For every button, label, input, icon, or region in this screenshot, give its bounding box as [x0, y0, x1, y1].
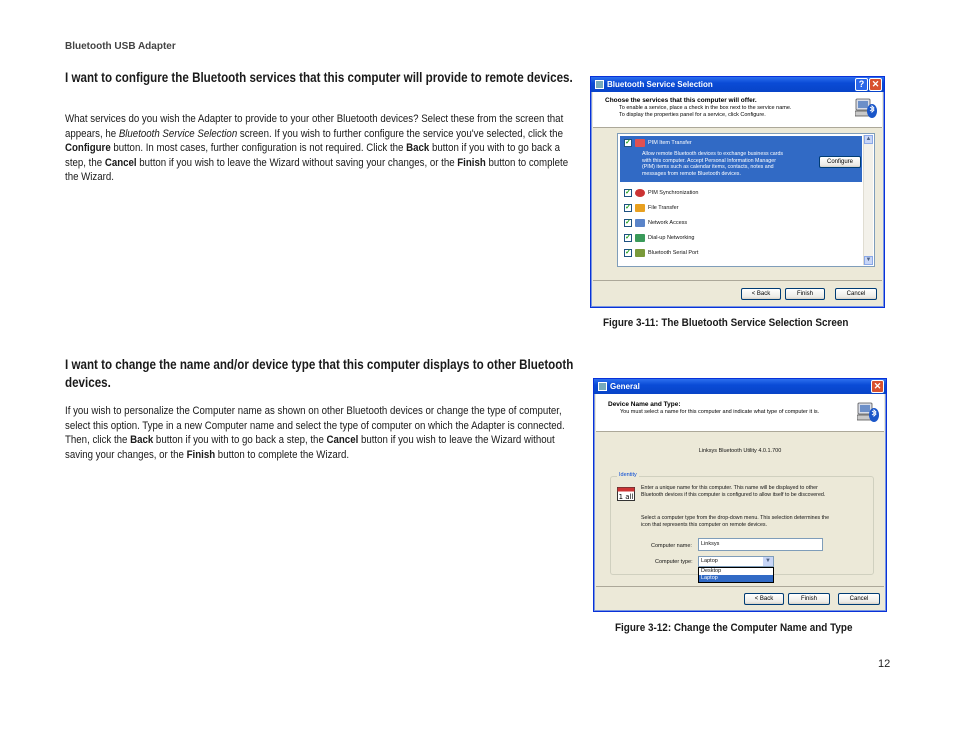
finish-button[interactable]: Finish	[788, 593, 830, 605]
service-list[interactable]	[617, 133, 875, 267]
service-name: File Transfer	[648, 205, 679, 211]
serial-port-icon	[635, 249, 645, 257]
identity-instructions-type: Select a computer type from the drop-down menu. This selection determines the icon that represents this computer on remote devices.	[641, 515, 830, 528]
wizard-header-title: Device Name and Type:	[608, 401, 681, 408]
general-window	[593, 378, 887, 612]
scroll-down-icon[interactable]: ▼	[865, 257, 872, 263]
service-checkbox[interactable]: ✓	[625, 219, 631, 226]
section1-paragraph: What services do you wish the Adapter to provide to your other Bluetooth devices? Select these from the screen that appears, he Bluetooth Service Selection screen. If you wish to further configure the service you've selected, click the Configure button. In most cases, further configuration is not required. Click the Back button if you with to go back a step, the Cancel button if you wish to leave the Wizard without saving your changes, or the Finish button to complete the Wizard.	[65, 113, 569, 183]
wizard-header-line1: To enable a service, place a check in the box next to the service name.	[619, 105, 792, 111]
service-row[interactable]	[620, 186, 862, 200]
dropdown-option-desktop[interactable]: Desktop	[701, 568, 722, 574]
dialup-icon	[635, 234, 645, 242]
section1-heading: I want to configure the Bluetooth services that this computer will provide to remote devices.	[65, 70, 573, 85]
file-transfer-icon	[635, 204, 645, 212]
computer-type-dropdown[interactable]	[698, 567, 774, 583]
back-button[interactable]: < Back	[741, 288, 781, 300]
bluetooth-window-icon	[595, 80, 604, 89]
identity-group-label: Identity	[619, 472, 637, 478]
figure1-caption: Figure 3-11: The Bluetooth Service Selection Screen	[603, 317, 849, 329]
service-row-selected[interactable]	[620, 136, 862, 182]
service-name: PIM Synchronization	[648, 190, 699, 196]
identity-group	[610, 472, 874, 581]
computer-name-input[interactable]: Linksys	[698, 538, 823, 551]
cancel-button[interactable]: Cancel	[835, 288, 877, 300]
dropdown-option-laptop[interactable]: Laptop	[699, 575, 773, 582]
computer-type-label: Computer type:	[655, 559, 693, 565]
close-button[interactable]: ✕	[869, 78, 882, 91]
help-button[interactable]: ?	[855, 78, 868, 91]
wizard-header	[593, 92, 882, 128]
bluetooth-computer-icon	[855, 96, 877, 120]
finish-button[interactable]: Finish	[785, 288, 825, 300]
figure2-caption: Figure 3-12: Change the Computer Name and Type	[615, 622, 853, 634]
service-selection-window	[590, 76, 885, 308]
window-titlebar	[591, 77, 884, 92]
service-checkbox[interactable]: ✓	[625, 189, 631, 196]
window-title: General	[610, 382, 640, 391]
wizard-header	[596, 394, 884, 432]
service-checkbox[interactable]: ✓	[625, 234, 631, 241]
computer-type-value: Laptop	[701, 558, 718, 564]
utility-version: Linksys Bluetooth Utility 4.0.1.700	[698, 448, 782, 454]
id-card-icon	[617, 487, 635, 501]
bluetooth-computer-icon	[857, 400, 879, 424]
service-checkbox[interactable]: ✓	[625, 204, 631, 211]
section2-heading-line2: devices.	[65, 375, 111, 390]
chevron-down-icon[interactable]: ▼	[763, 557, 773, 566]
service-name: PIM Item Transfer	[648, 140, 692, 146]
service-row[interactable]	[620, 246, 862, 260]
wizard-header-line2: To display the properties panel for a service, click Configure.	[619, 112, 766, 118]
service-description: Allow remote Bluetooth devices to exchange business cards with this computer. Accept Personal Information Manager (PIM) items such as calendar items, contacts, notes and messages from remote Bluetooth devices.	[642, 151, 784, 177]
configure-button[interactable]: Configure	[819, 156, 861, 168]
service-checkbox[interactable]: ✓	[625, 139, 631, 146]
close-button[interactable]: ✕	[871, 380, 884, 393]
computer-type-select[interactable]	[698, 556, 774, 567]
service-name: Network Access	[648, 220, 688, 226]
window-title: Bluetooth Service Selection	[607, 80, 713, 89]
wizard-header-title: Choose the services that this computer will offer.	[605, 97, 757, 104]
service-row[interactable]	[620, 201, 862, 215]
bluetooth-window-icon	[598, 382, 607, 391]
computer-name-label: Computer name:	[651, 543, 692, 549]
service-list-scrollbar[interactable]	[863, 135, 873, 265]
service-row[interactable]	[620, 231, 862, 245]
scroll-up-icon[interactable]: ▲	[865, 136, 872, 142]
section2-heading-line1: I want to change the name and/or device type that this computer displays to other Bluetooth	[65, 357, 574, 372]
pim-transfer-icon	[635, 139, 645, 147]
back-button[interactable]: < Back	[744, 593, 784, 605]
window-titlebar	[594, 379, 886, 394]
service-row[interactable]	[620, 216, 862, 230]
page-number: 12	[878, 658, 891, 670]
pim-sync-icon	[635, 189, 645, 197]
section2-paragraph: If you wish to personalize the Computer name as shown on other Bluetooth devices or change the type of computer, select this option. Type in a new Computer name and select the type of computer on which the Adapter is connected. Then, click the Back button if you with to go back a step, the Cancel button if you wish to leave the Wizard without saving your changes, or the Finish button to complete the Wizard.	[65, 405, 565, 461]
svg-text:1 all: 1 all	[618, 493, 634, 501]
network-access-icon	[635, 219, 645, 227]
service-name: Dial-up Networking	[648, 235, 695, 241]
cancel-button[interactable]: Cancel	[838, 593, 880, 605]
identity-instructions-name: Enter a unique name for this computer. This name will be displayed to other Bluetooth devices if this computer is configured to allow itself to be discovered.	[641, 485, 826, 498]
service-name: Bluetooth Serial Port	[648, 250, 699, 256]
page-header: Bluetooth USB Adapter	[65, 41, 176, 52]
wizard-header-line1: You must select a name for this computer and indicate what type of computer it is.	[620, 409, 820, 415]
service-checkbox[interactable]: ✓	[625, 249, 631, 256]
